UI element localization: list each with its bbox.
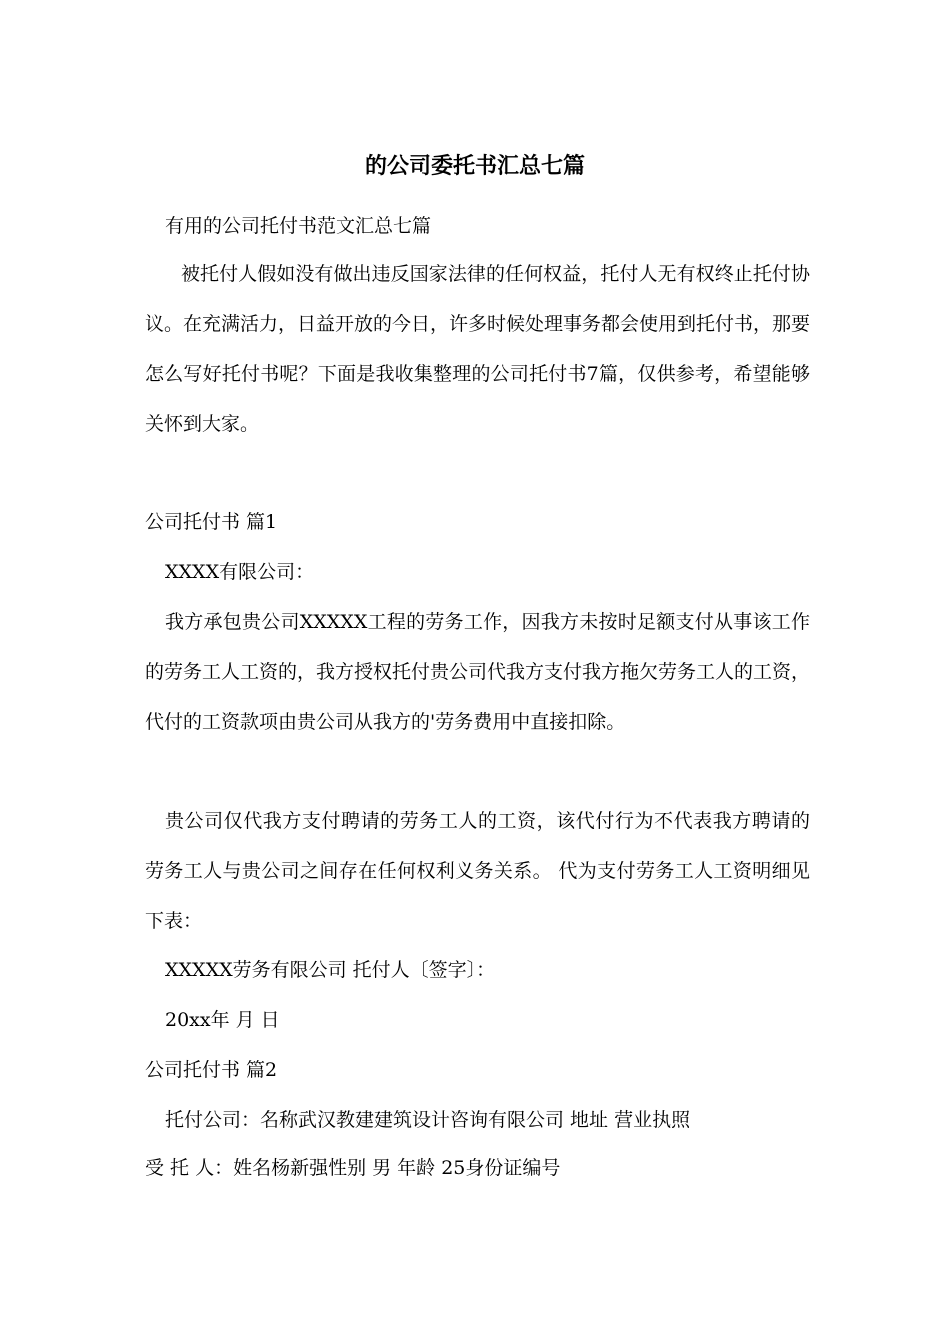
section1-signature: XXXXX劳务有限公司 托付人〔签字〕： (165, 959, 496, 981)
section2-line1: 托付公司：名称武汉教建建筑设计咨询有限公司 地址 营业执照 (165, 1109, 691, 1131)
section1-heading: 公司托付书 篇1 (145, 511, 278, 533)
section1-paragraph2: 贵公司仅代我方支付聘请的劳务工人的工资，该代付行为不代表我方聘请的劳务工人与贵公司之间存在任何权利义务关系。 代为支付劳务工人工资明细见下表： (145, 810, 810, 932)
section1-date: 20xx年 月 日 (165, 1009, 280, 1031)
intro-paragraph: 被托付人假如没有做出违反国家法律的任何权益，托付人无有权终止托付协议。在充满活力，日益开放的今日，许多时候处理事务都会使用到托付书，那要怎么写好托付书呢？下面是我收集整理的公司托付书7篇，仅供参考，希望能够关怀到大家。 (145, 263, 811, 435)
section2-line2: 受 托 人：姓名杨新强性别 男 年龄 25身份证编号 (145, 1157, 561, 1179)
section2-heading: 公司托付书 篇2 (145, 1059, 278, 1081)
section1-paragraph1: 我方承包贵公司XXXXX工程的劳务工作，因我方未按时足额支付从事该工作的劳务工人工资的，我方授权托付贵公司代我方支付我方拖欠劳务工人的工资，代付的工资款项由贵公司从我方的'劳务费用中直接扣除。 (145, 611, 811, 733)
section1-addressee: XXXX有限公司： (165, 561, 315, 583)
document-title: 的公司委托书汇总七篇 (364, 154, 585, 179)
document-subtitle: 有用的公司托付书范文汇总七篇 (165, 215, 432, 237)
